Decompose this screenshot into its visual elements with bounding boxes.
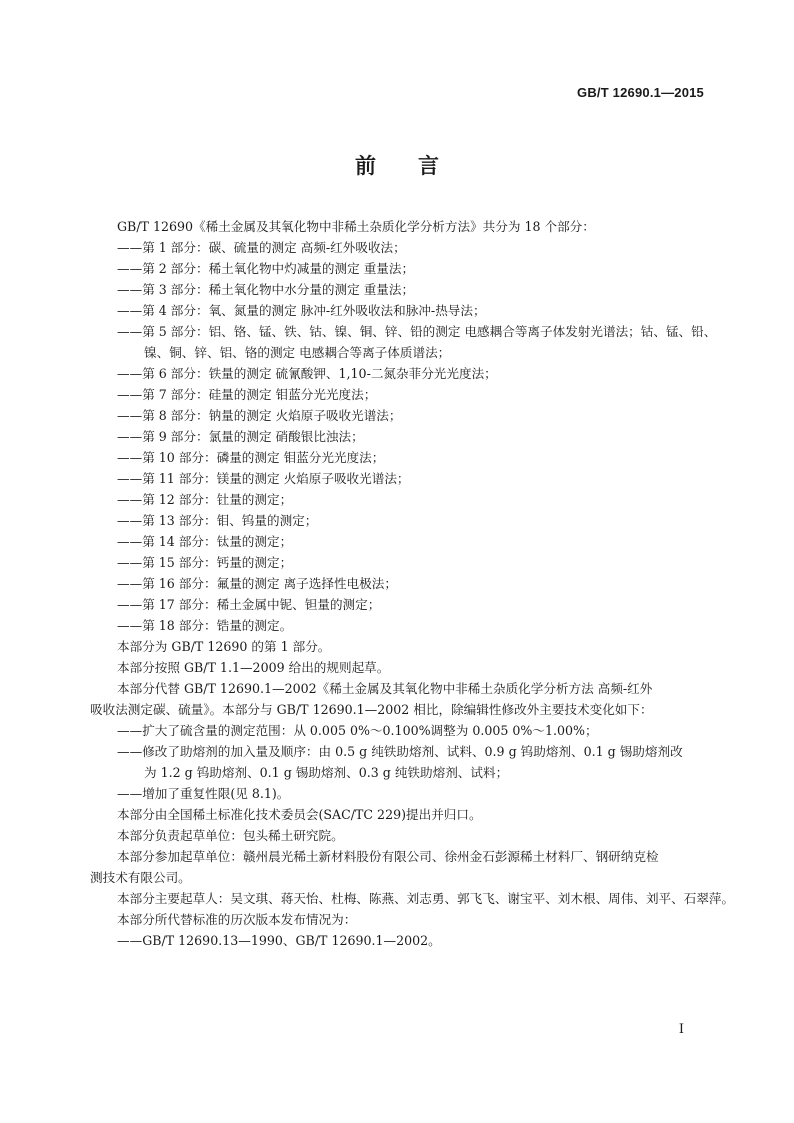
list-item: ——第 1 部分：碳、硫量的测定 高频-红外吸收法； — [117, 240, 406, 255]
list-item: ——第 16 部分：氟量的测定 离子选择性电极法； — [117, 576, 397, 591]
page-number: I — [678, 1022, 684, 1037]
list-item: ——第 12 部分：钍量的测定； — [117, 492, 293, 507]
list-item: ——增加了重复性限(见 8.1)。 — [117, 786, 290, 801]
list-item: ——第 4 部分：氧、氮量的测定 脉冲-红外吸收法和脉冲-热导法； — [117, 303, 486, 318]
list-item: ——第 2 部分：稀土氧化物中灼减量的测定 重量法； — [117, 261, 415, 276]
page-title: 前言 — [355, 154, 481, 178]
list-item: ——第 14 部分：钛量的测定； — [117, 534, 293, 549]
list-item: ——第 8 部分：钠量的测定 火焰原子吸收光谱法； — [117, 408, 402, 423]
list-item: ——第 5 部分：铝、铬、锰、铁、钴、镍、铜、锌、铅的测定 电感耦合等离子体发射光谱法；钴、锰、铅、 — [117, 324, 717, 339]
list-item: ——第 17 部分：稀土金属中铌、钽量的测定； — [117, 597, 381, 612]
text-line: 本部分参加起草单位：赣州晨光稀土新材料股份有限公司、徐州金石彭源稀土材料厂、钢研纳克检 — [117, 849, 659, 864]
text-line: 本部分按照 GB/T 1.1—2009 给出的规则起草。 — [117, 660, 390, 675]
text-line: 本部分为 GB/T 12690 的第 1 部分。 — [117, 639, 331, 654]
list-item: ——第 7 部分：硅量的测定 钼蓝分光光度法； — [117, 387, 377, 402]
list-item: ——第 15 部分：钙量的测定； — [117, 555, 293, 570]
list-item: ——第 18 部分：锆量的测定。 — [117, 618, 293, 633]
list-item: ——扩大了硫含量的测定范围：从 0.005 0%～0.100%调整为 0.005 0%～1.00%； — [117, 723, 598, 738]
document-body — [90, 216, 735, 951]
text-line: 本部分代替 GB/T 12690.1—2002《稀土金属及其氧化物中非稀土杂质化学分析方法 高频-红外 — [117, 681, 653, 696]
list-item: ——GB/T 12690.13—1990、GB/T 12690.1—2002。 — [117, 933, 441, 948]
list-item: ——第 9 部分：氯量的测定 硝酸银比浊法； — [117, 429, 364, 444]
list-item: ——修改了助熔剂的加入量及顺序：由 0.5 g 纯铁助熔剂、试料、0.9 g 钨助熔剂、0.1 g 锡助熔剂改 — [117, 744, 683, 759]
text-line: 本部分负责起草单位：包头稀土研究院。 — [117, 828, 344, 843]
list-item: ——第 13 部分：钼、钨量的测定； — [117, 513, 318, 528]
list-item-continuation: 为 1.2 g 钨助熔剂、0.1 g 锡助熔剂、0.3 g 纯铁助熔剂、试料； — [144, 765, 509, 780]
list-item: ——第 3 部分：稀土氧化物中水分量的测定 重量法； — [117, 282, 415, 297]
list-item: ——第 10 部分：磷量的测定 钼蓝分光光度法； — [117, 450, 385, 465]
text-line: 测技术有限公司。 — [90, 870, 191, 885]
text-line: GB/T 12690《稀土金属及其氧化物中非稀土杂质化学分析方法》共分为 18 个部分： — [117, 219, 595, 234]
text-line: 吸收法测定碳、硫量》。本部分与 GB/T 12690.1—2002 相比，除编辑性修改外主要技术变化如下： — [90, 702, 653, 717]
text-line: 本部分所代替标准的历次版本发布情况为： — [117, 912, 357, 927]
standard-code: GB/T 12690.1—2015 — [577, 85, 704, 100]
text-line: 本部分主要起草人：吴文琪、蒋天怡、杜梅、陈燕、刘志勇、郭飞飞、谢宝平、刘木根、周伟、刘平、石翠萍。 — [117, 891, 735, 906]
list-item: ——第 11 部分：镁量的测定 火焰原子吸收光谱法； — [117, 471, 410, 486]
list-item-continuation: 镍、铜、锌、铝、铬的测定 电感耦合等离子体质谱法； — [144, 345, 451, 360]
text-line: 本部分由全国稀土标准化技术委员会(SAC/TC 229)提出并归口。 — [117, 807, 482, 822]
list-item: ——第 6 部分：铁量的测定 硫氰酸钾、1,10-二氮杂菲分光光度法； — [117, 366, 497, 381]
